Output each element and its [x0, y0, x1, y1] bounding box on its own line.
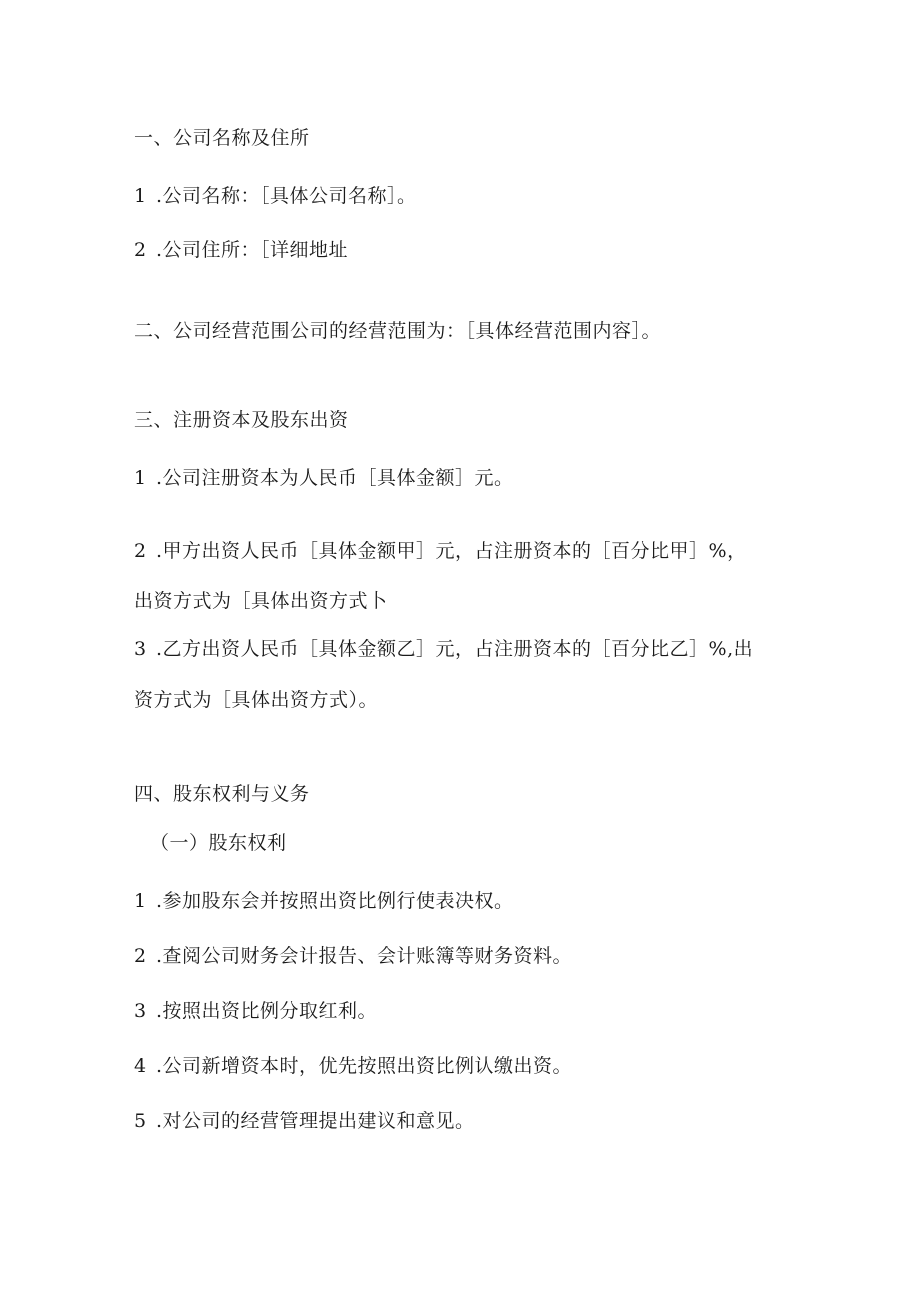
item-number: 3 — [134, 1000, 147, 1022]
section-1-heading: 一、公司名称及住所 — [134, 127, 310, 149]
section-4-item-4 — [134, 1053, 572, 1079]
item-number: 2 — [134, 540, 147, 562]
item-text: .甲方出资人民币［具体金额甲］元，占注册资本的［百分比甲］%， — [156, 540, 747, 562]
item-text: .乙方出资人民币［具体金额乙］元，占注册资本的［百分比乙］%,出 — [156, 638, 754, 660]
item-text: .查阅公司财务会计报告、会计账簿等财务资料。 — [156, 945, 573, 967]
item-number: 3 — [134, 638, 147, 660]
item-number: 1 — [134, 467, 147, 489]
item-number: 5 — [134, 1110, 147, 1132]
section-3-item-2 — [134, 538, 747, 564]
item-text: .公司新增资本时，优先按照出资比例认缴出资。 — [156, 1055, 573, 1077]
item-number: 4 — [134, 1055, 147, 1077]
section-1-item-1 — [134, 183, 417, 209]
section-4-subheading: （一）股东权利 — [150, 832, 287, 854]
section-4-item-2 — [134, 943, 572, 969]
item-number: 2 — [134, 945, 147, 967]
item-text: .公司住所：［详细地址 — [156, 239, 349, 261]
section-4-item-3 — [134, 998, 377, 1024]
section-3-item-3 — [134, 636, 753, 662]
section-2-heading: 二、公司经营范围公司的经营范围为：［具体经营范围内容］。 — [134, 320, 662, 342]
item-text: .公司注册资本为人民币［具体金额］元。 — [156, 467, 514, 489]
item-number: 1 — [134, 890, 147, 912]
section-3-heading: 三、注册资本及股东出资 — [134, 409, 349, 431]
section-4-heading: 四、股东权利与义务 — [134, 783, 310, 805]
section-4-item-5 — [134, 1108, 475, 1134]
item-text: .按照出资比例分取红利。 — [156, 1000, 378, 1022]
item-text: .公司名称：［具体公司名称］。 — [156, 185, 417, 207]
section-3-item-1 — [134, 465, 514, 491]
item-number: 1 — [134, 185, 147, 207]
item-text: .参加股东会并按照出资比例行使表决权。 — [156, 890, 514, 912]
item-text: .对公司的经营管理提出建议和意见。 — [156, 1110, 475, 1132]
section-3-item-2-continuation: 出资方式为［具体出资方式卜 — [134, 590, 388, 612]
item-number: 2 — [134, 239, 147, 261]
section-3-item-3-continuation: 资方式为［具体出资方式）。 — [134, 689, 379, 711]
section-4-item-1 — [134, 888, 514, 914]
section-1-item-2 — [134, 237, 348, 263]
